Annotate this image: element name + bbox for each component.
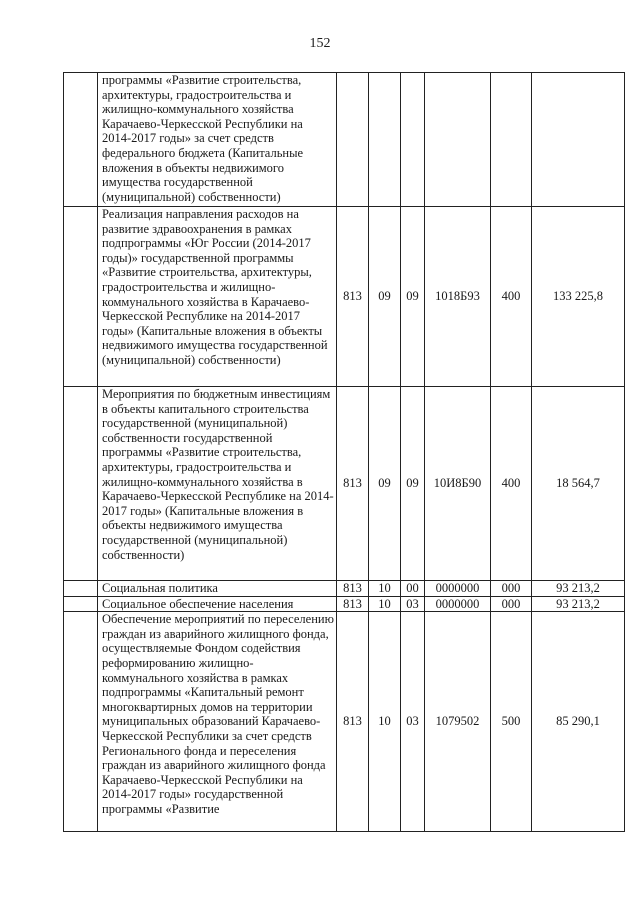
ministry-code: 813 xyxy=(337,596,369,612)
target-article-code xyxy=(425,73,491,207)
ministry-code xyxy=(337,73,369,207)
section-code xyxy=(369,73,401,207)
amount: 18 564,7 xyxy=(532,387,625,581)
target-article-code: 0000000 xyxy=(425,596,491,612)
table-row xyxy=(64,581,625,597)
subsection-code: 00 xyxy=(401,581,425,597)
expense-type-code xyxy=(491,73,532,207)
blank-cell xyxy=(64,596,98,612)
table-row xyxy=(64,73,625,207)
subsection-code: 09 xyxy=(401,387,425,581)
budget-table xyxy=(63,72,625,832)
section-code: 10 xyxy=(369,596,401,612)
subsection-code: 09 xyxy=(401,207,425,387)
expense-type-code: 500 xyxy=(491,612,532,832)
table-row xyxy=(64,207,625,387)
blank-cell xyxy=(64,207,98,387)
subsection-code: 03 xyxy=(401,596,425,612)
amount: 85 290,1 xyxy=(532,612,625,832)
target-article-code: 10И8Б90 xyxy=(425,387,491,581)
subsection-code xyxy=(401,73,425,207)
blank-cell xyxy=(64,612,98,832)
blank-cell xyxy=(64,581,98,597)
ministry-code: 813 xyxy=(337,387,369,581)
amount: 133 225,8 xyxy=(532,207,625,387)
amount: 93 213,2 xyxy=(532,581,625,597)
expense-type-code: 400 xyxy=(491,387,532,581)
amount: 93 213,2 xyxy=(532,596,625,612)
table-row xyxy=(64,612,625,832)
expense-type-code: 000 xyxy=(491,581,532,597)
table-row xyxy=(64,387,625,581)
expense-name: программы «Развитие строительства, архитектуры, градостроительства и жилищно-коммунального хозяйства Карачаево-Черкесской Республики на 2014-2017 годы» за счет средств федерального бюджета (Капитальные вложения в объекты недвижимого имущества государственной (муниципальной) собственности) xyxy=(98,73,337,207)
section-code: 09 xyxy=(369,207,401,387)
ministry-code: 813 xyxy=(337,612,369,832)
expense-name: Реализация направления расходов на развитие здравоохранения в рамках подпрограммы «Юг России (2014-2017 годы)» государственной программы «Развитие строительства, архитектуры, градостроительства и жилищно-коммунального хозяйства в Карачаево-Черкесской Республике на 2014-2017 годы» (Капитальные вложения в объекты недвижимого имущества государственной (муниципальной) собственности) xyxy=(98,207,337,387)
amount xyxy=(532,73,625,207)
section-code: 09 xyxy=(369,387,401,581)
ministry-code: 813 xyxy=(337,207,369,387)
subsection-code: 03 xyxy=(401,612,425,832)
expense-name: Мероприятия по бюджетным инвестициям в объекты капитального строительства государственной (муниципальной) собственности государственной программы «Развитие строительства, архитектуры, градостроительства и жилищно-коммунального хозяйства в Карачаево-Черкесской Республике на 2014-2017 годы» (Капитальные вложения в объекты недвижимого имущества государственной (муниципальной) собственности) xyxy=(98,387,337,581)
target-article-code: 1018Б93 xyxy=(425,207,491,387)
target-article-code: 1079502 xyxy=(425,612,491,832)
table-row xyxy=(64,596,625,612)
expense-type-code: 000 xyxy=(491,596,532,612)
expense-type-code: 400 xyxy=(491,207,532,387)
expense-name: Социальная политика xyxy=(98,581,337,597)
expense-name: Социальное обеспечение населения xyxy=(98,596,337,612)
blank-cell xyxy=(64,387,98,581)
blank-cell xyxy=(64,73,98,207)
page-number: 152 xyxy=(309,36,331,51)
expense-name: Обеспечение мероприятий по переселению граждан из аварийного жилищного фонда, осуществляемые Фондом содействия реформированию жилищно-коммунального хозяйства в рамках подпрограммы «Капитальный ремонт многоквартирных домов на территории муниципальных образований Карачаево-Черкесской Республики за счет средств Регионального фонда и переселения граждан из аварийного жилищного фонда Карачаево-Черкесской Республики на 2014-2017 годы» государственной программы «Развитие xyxy=(98,612,337,832)
target-article-code: 0000000 xyxy=(425,581,491,597)
section-code: 10 xyxy=(369,612,401,832)
ministry-code: 813 xyxy=(337,581,369,597)
section-code: 10 xyxy=(369,581,401,597)
